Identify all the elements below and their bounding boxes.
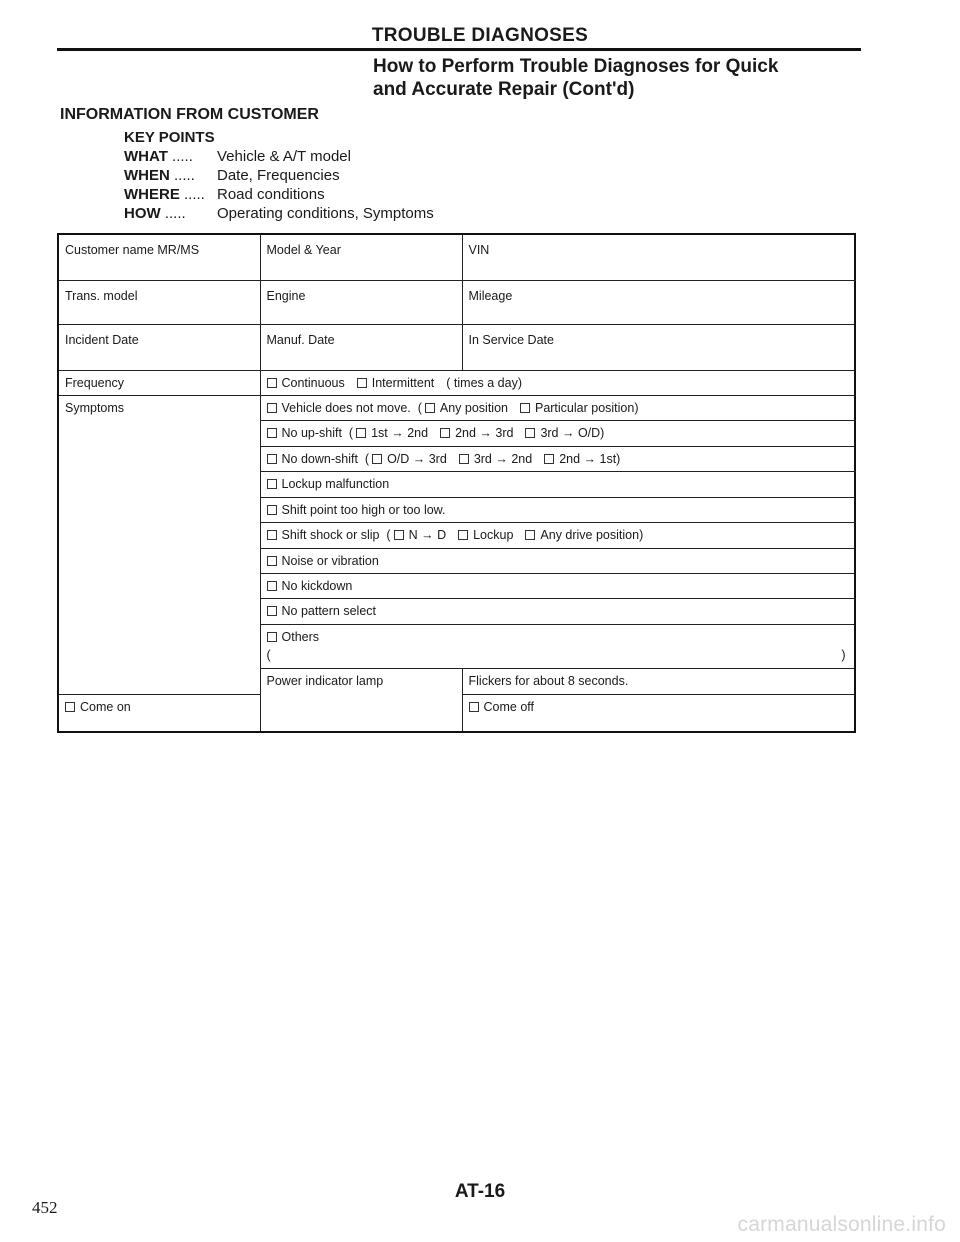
watermark: carmanualsonline.info <box>737 1213 946 1236</box>
come-off-cell <box>462 694 855 732</box>
symptom-row-noise <box>260 548 855 573</box>
vin-field[interactable] <box>462 234 855 281</box>
symptom-vehicle-no-move: Vehicle does not move. <box>281 401 411 416</box>
in-service-date-field[interactable] <box>462 324 855 370</box>
option-continuous: Continuous <box>281 375 345 390</box>
symptom-no-pattern: No pattern select <box>281 604 376 619</box>
checkbox-no-pattern[interactable] <box>267 606 277 616</box>
incident-date-label: Incident Date <box>65 332 139 347</box>
key-point-label: WHERE <box>124 186 180 203</box>
symptom-row-shift-shock <box>260 523 855 548</box>
checkbox-up-2nd-3rd[interactable] <box>440 428 450 438</box>
mileage-field[interactable] <box>462 281 855 325</box>
symptom-row-downshift <box>260 446 855 471</box>
flickers-text: Flickers for about 8 seconds. <box>468 674 629 689</box>
symptom-any-position: Any position <box>439 401 508 416</box>
key-point-value: Date, Frequencies <box>217 167 340 184</box>
paren-open: ( <box>364 451 370 466</box>
checkbox-down-3rd-2nd[interactable] <box>459 454 469 464</box>
flickers-row <box>462 669 855 694</box>
symptom-particular-position: Particular position) <box>534 401 639 416</box>
symptom-row-others <box>260 624 855 669</box>
checkbox-come-off[interactable] <box>469 702 479 712</box>
symptom-row-vehicle <box>260 396 855 421</box>
in-service-date-label: In Service Date <box>468 332 554 347</box>
manuf-date-label: Manuf. Date <box>266 332 335 347</box>
symptom-row-shift-point <box>260 497 855 522</box>
checkbox-others[interactable] <box>267 632 277 642</box>
checkbox-down-2nd-1st[interactable] <box>544 454 554 464</box>
symptom-no-downshift: No down-shift <box>281 451 358 466</box>
header-rule <box>57 48 861 51</box>
times-a-day: ( times a day) <box>446 375 522 390</box>
symptoms-label: Symptoms <box>65 401 125 416</box>
option-intermittent: Intermittent <box>371 375 435 390</box>
page-number: 452 <box>32 1198 58 1217</box>
key-point-dots: ..... <box>184 186 205 203</box>
symptom-shock-lockup: Lockup <box>473 528 514 543</box>
key-point-dots: ..... <box>164 205 186 222</box>
subtitle-line-1: How to Perform Trouble Diagnoses for Quick <box>373 56 779 77</box>
key-point-dots: ..... <box>172 148 193 165</box>
key-point-dots: ..... <box>174 167 195 184</box>
incident-date-field[interactable] <box>58 324 260 370</box>
power-indicator-label-cell <box>260 669 462 732</box>
checkbox-lockup-malfunction[interactable] <box>267 479 277 489</box>
symptom-others: Others <box>281 629 320 644</box>
key-point-what <box>124 147 351 166</box>
frequency-options <box>260 370 855 395</box>
customer-info-form <box>57 233 856 733</box>
symptom-lockup-malfunction: Lockup malfunction <box>281 477 390 492</box>
subtitle-line-2: and Accurate Repair (Cont'd) <box>373 79 635 100</box>
symptom-up-1st-2nd: 1st → 2nd <box>371 426 429 441</box>
key-point-where <box>124 185 325 204</box>
page-header-title: TROUBLE DIAGNOSES <box>371 25 589 46</box>
frequency-label: Frequency <box>65 375 125 390</box>
paren-close: ) <box>841 647 846 662</box>
checkbox-up-3rd-od[interactable] <box>525 428 535 438</box>
checkbox-any-position[interactable] <box>425 403 435 413</box>
checkbox-come-on[interactable] <box>65 702 75 712</box>
customer-name-label: Customer name MR/MS <box>65 243 200 257</box>
manuf-date-field[interactable] <box>260 324 462 370</box>
model-year-field[interactable] <box>260 234 462 281</box>
power-indicator-label: Power indicator lamp <box>266 674 384 689</box>
paren-open: ( <box>386 528 391 543</box>
engine-field[interactable] <box>260 281 462 325</box>
engine-label: Engine <box>266 289 306 304</box>
page-subtitle <box>373 55 853 101</box>
symptom-noise-vibration: Noise or vibration <box>281 553 379 568</box>
key-point-value: Operating conditions, Symptoms <box>217 205 434 222</box>
symptom-row-lockup <box>260 472 855 497</box>
symptom-up-2nd-3rd: 2nd → 3rd <box>455 426 514 441</box>
symptom-down-od-3rd: O/D → 3rd <box>387 451 447 466</box>
checkbox-vehicle-no-move[interactable] <box>267 403 277 413</box>
symptom-row-kickdown <box>260 573 855 598</box>
frequency-label-cell <box>58 370 260 395</box>
option-come-off: Come off <box>483 699 534 714</box>
section-heading: INFORMATION FROM CUSTOMER <box>60 106 319 123</box>
checkbox-shock-lockup[interactable] <box>458 530 468 540</box>
vin-label: VIN <box>468 243 490 257</box>
customer-name-field[interactable] <box>58 234 260 281</box>
page-code: AT-16 <box>454 1181 506 1202</box>
others-blank[interactable] <box>267 648 850 662</box>
checkbox-no-kickdown[interactable] <box>267 581 277 591</box>
checkbox-shock-any-drive[interactable] <box>525 530 535 540</box>
trans-model-field[interactable] <box>58 281 260 325</box>
key-points <box>124 128 434 223</box>
checkbox-continuous[interactable] <box>267 378 277 388</box>
checkbox-intermittent[interactable] <box>357 378 367 388</box>
symptom-row-upshift <box>260 421 855 446</box>
checkbox-no-upshift[interactable] <box>267 428 277 438</box>
key-point-label: WHEN <box>124 167 170 184</box>
checkbox-noise-vibration[interactable] <box>267 556 277 566</box>
checkbox-shift-shock[interactable] <box>267 530 277 540</box>
symptom-up-3rd-od: 3rd → O/D) <box>540 426 605 441</box>
symptom-shock-any-drive: Any drive position) <box>540 528 644 543</box>
symptom-shift-point: Shift point too high or too low. <box>281 502 446 517</box>
trans-model-label: Trans. model <box>65 289 138 304</box>
symptom-down-3rd-2nd: 3rd → 2nd <box>473 451 533 466</box>
symptom-down-2nd-1st: 2nd → 1st) <box>559 451 621 466</box>
symptom-no-upshift: No up-shift <box>281 426 342 441</box>
paren-open: ( <box>348 426 354 441</box>
symptom-shock-n-d: N → D <box>408 528 447 543</box>
option-come-on: Come on <box>80 699 131 714</box>
model-year-label: Model & Year <box>266 243 341 257</box>
paren-open: ( <box>266 647 271 662</box>
checkbox-shock-n-d[interactable] <box>394 530 404 540</box>
symptom-no-kickdown: No kickdown <box>281 578 353 593</box>
checkbox-down-od-3rd[interactable] <box>372 454 382 464</box>
key-point-when <box>124 166 340 185</box>
key-point-label: HOW <box>124 205 161 222</box>
checkbox-shift-point[interactable] <box>267 505 277 515</box>
paren-open: ( <box>417 401 422 416</box>
symptom-shift-shock: Shift shock or slip <box>281 528 380 543</box>
key-points-title: KEY POINTS <box>124 129 215 146</box>
symptoms-label-cell <box>58 396 260 695</box>
checkbox-up-1st-2nd[interactable] <box>356 428 366 438</box>
key-point-label: WHAT <box>124 148 168 165</box>
key-point-value: Vehicle & A/T model <box>217 148 351 165</box>
symptom-row-pattern <box>260 599 855 624</box>
checkbox-no-downshift[interactable] <box>267 454 277 464</box>
mileage-label: Mileage <box>468 289 513 304</box>
key-point-how <box>124 204 434 223</box>
come-on-cell <box>58 694 260 732</box>
key-point-value: Road conditions <box>217 186 325 203</box>
checkbox-particular-position[interactable] <box>520 403 530 413</box>
